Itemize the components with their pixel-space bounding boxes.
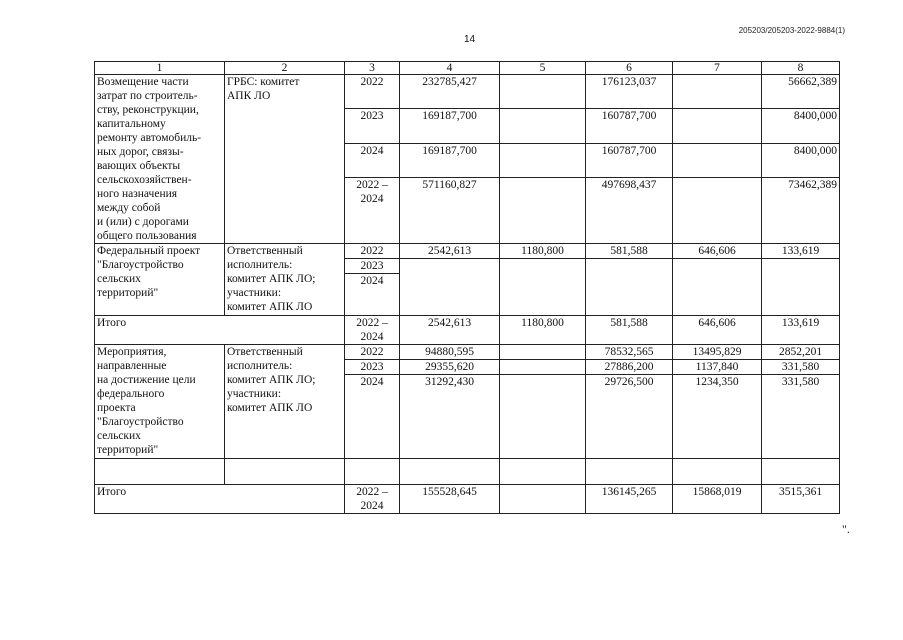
activity-name-line: Федеральный проект <box>97 245 201 257</box>
value-cell: 56662,389 <box>762 75 840 109</box>
value-cell <box>400 259 500 316</box>
year-cell: 2023 <box>345 259 400 274</box>
value-cell: 581,588 <box>586 244 673 259</box>
year-cell: 2022 <box>345 244 400 259</box>
value-cell: 331,580 <box>762 360 840 375</box>
value-cell: 160787,700 <box>586 109 673 143</box>
executor-line: участники: <box>227 287 282 299</box>
value-cell: 29355,620 <box>400 360 500 375</box>
year-cell: 2024 <box>345 375 400 459</box>
value-cell <box>673 109 762 143</box>
year-cell: 2023 <box>345 360 400 375</box>
column-header: 8 <box>762 62 840 75</box>
value-cell: 136145,265 <box>586 485 673 514</box>
value-cell: 31292,430 <box>400 375 500 459</box>
total-label: Итого <box>95 485 345 514</box>
value-cell <box>500 375 586 459</box>
year-range-line: 2024 <box>360 192 384 205</box>
column-header: 3 <box>345 62 400 75</box>
value-cell: 176123,037 <box>586 75 673 109</box>
activity-name-line: на достижение цели <box>97 374 196 386</box>
executor-line: исполнитель: <box>227 360 293 372</box>
executor-cell <box>225 244 345 316</box>
value-cell: 2542,613 <box>400 244 500 259</box>
value-cell: 3515,361 <box>762 485 840 514</box>
budget-table <box>94 61 840 514</box>
activity-name-line: территорий" <box>97 444 159 456</box>
year-range-line: 2022 – <box>356 178 388 191</box>
year-cell: 2024 <box>345 143 400 177</box>
table-row <box>95 75 840 109</box>
activity-name-line: капитальному <box>97 118 166 130</box>
activity-name-line: сельскохозяйствен- <box>97 174 192 186</box>
empty-cell <box>673 459 762 485</box>
value-cell: 133,619 <box>762 316 840 345</box>
value-cell: 8400,000 <box>762 109 840 143</box>
value-cell: 331,580 <box>762 375 840 459</box>
year-range-line: 2022 – <box>356 486 388 498</box>
activity-name-line: и (или) с дорогами <box>97 216 189 228</box>
year-range-cell <box>345 316 400 345</box>
page-number: 14 <box>464 34 476 45</box>
year-range-line: 2022 – <box>356 317 388 329</box>
activity-name-line: территорий" <box>97 287 159 299</box>
empty-cell <box>345 459 400 485</box>
value-cell: 8400,000 <box>762 143 840 177</box>
activity-name-line: затрат по строитель- <box>97 90 198 102</box>
activity-name-cell <box>95 244 225 316</box>
value-cell: 15868,019 <box>673 485 762 514</box>
executor-line: комитет АПК ЛО; <box>227 374 316 386</box>
activity-name-line: вающих объекты <box>97 160 181 172</box>
activity-name-line: сельских <box>97 273 141 285</box>
value-cell: 133,619 <box>762 244 840 259</box>
value-cell: 1180,800 <box>500 244 586 259</box>
year-range-line: 2024 <box>360 500 384 512</box>
activity-name-line: федерального <box>97 388 165 400</box>
value-cell <box>500 485 586 514</box>
value-cell: 155528,645 <box>400 485 500 514</box>
table-row <box>95 345 840 360</box>
value-cell <box>500 177 586 243</box>
value-cell <box>500 345 586 360</box>
value-cell: 571160,827 <box>400 177 500 243</box>
executor-line: ГРБС: комитет <box>227 76 300 88</box>
value-cell <box>500 360 586 375</box>
total-row <box>95 316 840 345</box>
activity-name-line: общего пользования <box>97 230 197 242</box>
year-cell: 2022 <box>345 345 400 360</box>
activity-name-line: ремонту автомобиль- <box>97 132 202 144</box>
activity-name-line: ных дорог, связы- <box>97 146 184 158</box>
column-header: 6 <box>586 62 673 75</box>
activity-name-line: проекта <box>97 402 136 414</box>
value-cell: 1180,800 <box>500 316 586 345</box>
value-cell: 27886,200 <box>586 360 673 375</box>
year-range-cell <box>345 177 400 243</box>
column-header: 5 <box>500 62 586 75</box>
empty-cell <box>586 459 673 485</box>
value-cell <box>500 109 586 143</box>
empty-cell <box>400 459 500 485</box>
value-cell: 160787,700 <box>586 143 673 177</box>
value-cell: 73462,389 <box>762 177 840 243</box>
activity-name-cell <box>95 345 225 459</box>
year-range-line: 2024 <box>360 331 384 343</box>
value-cell: 497698,437 <box>586 177 673 243</box>
activity-name-line: Возмещение части <box>97 76 189 88</box>
value-cell <box>673 143 762 177</box>
executor-line: АПК ЛО <box>227 90 271 102</box>
total-row <box>95 485 840 514</box>
executor-line: комитет АПК ЛО <box>227 301 313 313</box>
empty-row <box>95 459 840 485</box>
value-cell: 1234,350 <box>673 375 762 459</box>
table-row <box>95 244 840 259</box>
year-cell: 2024 <box>345 274 400 316</box>
activity-name-line: Мероприятия, <box>97 346 167 358</box>
value-cell: 78532,565 <box>586 345 673 360</box>
executor-cell <box>225 345 345 459</box>
total-label: Итого <box>95 316 345 345</box>
empty-cell <box>225 459 345 485</box>
value-cell: 13495,829 <box>673 345 762 360</box>
column-header: 4 <box>400 62 500 75</box>
value-cell: 29726,500 <box>586 375 673 459</box>
activity-name-line: "Благоустройство <box>97 259 184 271</box>
executor-line: Ответственный <box>227 245 303 257</box>
executor-line: исполнитель: <box>227 259 293 271</box>
value-cell: 581,588 <box>586 316 673 345</box>
executor-line: комитет АПК ЛО <box>227 402 313 414</box>
column-header: 7 <box>673 62 762 75</box>
year-range-cell <box>345 485 400 514</box>
value-cell: 646,606 <box>673 244 762 259</box>
activity-name-line: ству, реконструкции, <box>97 104 199 116</box>
value-cell: 169187,700 <box>400 109 500 143</box>
empty-cell <box>762 459 840 485</box>
value-cell: 646,606 <box>673 316 762 345</box>
year-cell: 2022 <box>345 75 400 109</box>
value-cell: 94880,595 <box>400 345 500 360</box>
activity-name-line: сельских <box>97 430 141 442</box>
column-header-row <box>95 62 840 75</box>
year-cell: 2023 <box>345 109 400 143</box>
value-cell <box>500 143 586 177</box>
value-cell: 2852,201 <box>762 345 840 360</box>
column-header: 2 <box>225 62 345 75</box>
closing-quote: ". <box>842 522 850 536</box>
activity-name-cell <box>95 75 225 244</box>
empty-cell <box>500 459 586 485</box>
activity-name-line: направленные <box>97 360 167 372</box>
value-cell: 169187,700 <box>400 143 500 177</box>
value-cell <box>673 177 762 243</box>
column-header: 1 <box>95 62 225 75</box>
value-cell <box>500 259 586 316</box>
value-cell <box>586 259 673 316</box>
value-cell <box>673 259 762 316</box>
executor-cell <box>225 75 345 244</box>
activity-name-line: между собой <box>97 202 161 214</box>
activity-name-line: "Благоустройство <box>97 416 184 428</box>
activity-name-line: ного назначения <box>97 188 178 200</box>
value-cell <box>500 75 586 109</box>
value-cell <box>762 259 840 316</box>
empty-cell <box>95 459 225 485</box>
executor-line: комитет АПК ЛО; <box>227 273 316 285</box>
value-cell <box>673 75 762 109</box>
value-cell: 1137,840 <box>673 360 762 375</box>
executor-line: участники: <box>227 388 282 400</box>
value-cell: 2542,613 <box>400 316 500 345</box>
value-cell: 232785,427 <box>400 75 500 109</box>
document-id: 205203/205203-2022-9884(1) <box>738 26 845 35</box>
executor-line: Ответственный <box>227 346 303 358</box>
